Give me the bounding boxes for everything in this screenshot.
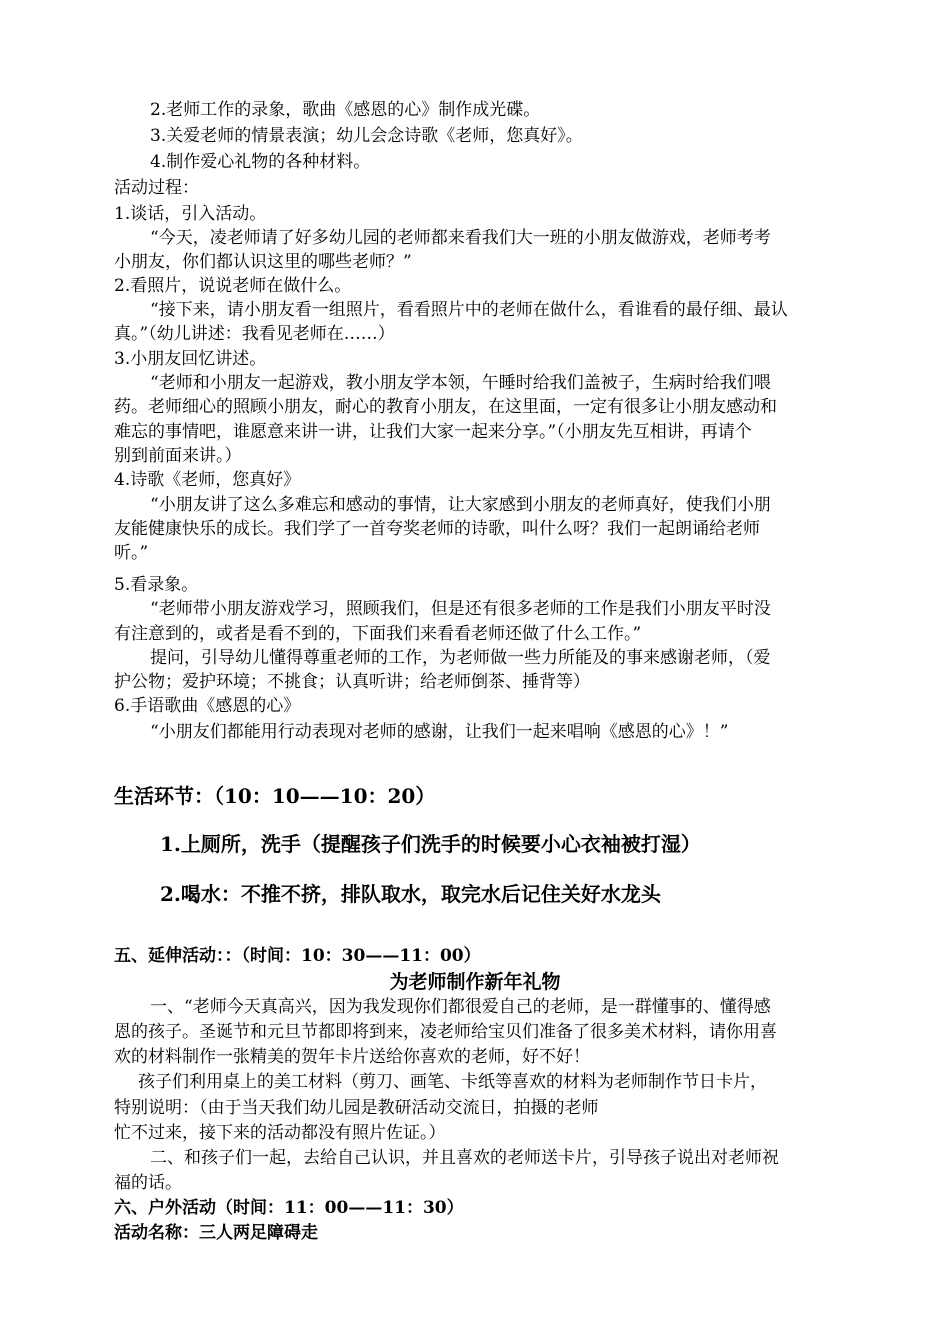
extension-text-3-cont: 福的话。 [114, 1173, 182, 1193]
extension-text-3: 二、和孩子们一起，去给自己认识，并且喜欢的老师送卡片，引导孩子说出对老师祝 [150, 1148, 779, 1168]
life-section-heading: 生活环节：（10：10——10：20） [114, 784, 436, 808]
extension-text-1-cont-1: 恩的孩子。圣诞节和元旦节都即将到来，凌老师给宝贝们准备了很多美术材料，请你用喜 [114, 1022, 777, 1042]
extension-text-1: 一、“老师今天真高兴，因为我发现你们都很爱自己的老师，是一群懂事的、懂得感 [150, 997, 771, 1017]
outdoor-activity-name: 活动名称：三人两足障碍走 [114, 1223, 318, 1243]
step-5-title: 5.看录象。 [114, 575, 199, 595]
extension-text-1-cont-2: 欢的材料制作一张精美的贺年卡片送给你喜欢的老师，好不好！ [114, 1047, 590, 1067]
step-4-title: 4.诗歌《老师，您真好》 [114, 470, 301, 490]
material-item-4: 4.制作爱心礼物的各种材料。 [150, 152, 371, 172]
step-5-text-cont: 有注意到的，或者是看不到的，下面我们来看看老师还做了什么工作。” [114, 624, 642, 644]
step-4-text: “小朋友讲了这么多难忘和感动的事情，让大家感到小朋友的老师真好，使我们小朋 [150, 495, 771, 515]
step-5-question-cont: 护公物；爱护环境；不挑食；认真听讲；给老师倒茶、捶背等） [114, 672, 590, 692]
step-6-text: “小朋友们都能用行动表现对老师的感谢，让我们一起来唱响《感恩的心》！” [150, 722, 729, 742]
step-5-text: “老师带小朋友游戏学习，照顾我们，但是还有很多老师的工作是我们小朋友平时没 [150, 599, 771, 619]
extension-title: 为老师制作新年礼物 [389, 971, 561, 993]
step-1-text: “今天，凌老师请了好多幼儿园的老师都来看我们大一班的小朋友做游戏，老师考考 [150, 228, 771, 248]
life-item-2: 2.喝水：不推不挤，排队取水，取完水后记住关好水龙头 [160, 882, 661, 906]
step-1-text-cont: 小朋友，你们都认识这里的哪些老师？” [114, 252, 412, 272]
step-5-question: 提问，引导幼儿懂得尊重老师的工作，为老师做一些力所能及的事来感谢老师，（爱 [150, 648, 771, 668]
material-item-2: 2.老师工作的录象，歌曲《感恩的心》制作成光碟。 [150, 100, 541, 120]
step-1-title: 1.谈话，引入活动。 [114, 204, 267, 224]
extension-note-cont: 忙不过来，接下来的活动都没有照片佐证。） [114, 1123, 446, 1143]
step-3-text-cont-3: 别到前面来讲。） [114, 446, 242, 466]
step-3-text-cont-1: 药。老师细心的照顾小朋友，耐心的教育小朋友，在这里面，一定有很多让小朋友感动和 [114, 397, 777, 417]
step-6-title: 6.手语歌曲《感恩的心》 [114, 696, 301, 716]
step-2-text-cont: 真。”（幼儿讲述：我看见老师在……） [114, 324, 395, 344]
extension-text-2: 孩子们利用桌上的美工材料（剪刀、画笔、卡纸等喜欢的材料为老师制作节日卡片， [138, 1072, 767, 1092]
step-3-text: “老师和小朋友一起游戏，教小朋友学本领，午睡时给我们盖被子，生病时给我们喂 [150, 373, 771, 393]
step-2-title: 2.看照片，说说老师在做什么。 [114, 276, 352, 296]
life-item-1: 1.上厕所，洗手（提醒孩子们洗手的时候要小心衣袖被打湿） [160, 832, 701, 856]
material-item-3: 3.关爱老师的情景表演；幼儿会念诗歌《老师，您真好》。 [150, 126, 583, 146]
step-4-text-cont-1: 友能健康快乐的成长。我们学了一首夸奖老师的诗歌，叫什么呀？我们一起朗诵给老师 [114, 519, 760, 539]
step-4-text-cont-2: 听。” [114, 543, 149, 563]
process-heading: 活动过程： [114, 178, 199, 198]
extension-heading: 五、延伸活动：：（时间：10：30——11：00） [114, 946, 481, 966]
extension-note: 特别说明：（由于当天我们幼儿园是教研活动交流日，拍摄的老师 [114, 1098, 599, 1118]
outdoor-heading: 六、户外活动（时间：11：00——11：30） [114, 1198, 464, 1218]
step-3-text-cont-2: 难忘的事情吧，谁愿意来讲一讲，让我们大家一起来分享。”（小朋友先互相讲，再请个 [114, 422, 752, 442]
step-2-text: “接下来，请小朋友看一组照片，看看照片中的老师在做什么，看谁看的最仔细、最认 [150, 300, 788, 320]
step-3-title: 3.小朋友回忆讲述。 [114, 349, 267, 369]
